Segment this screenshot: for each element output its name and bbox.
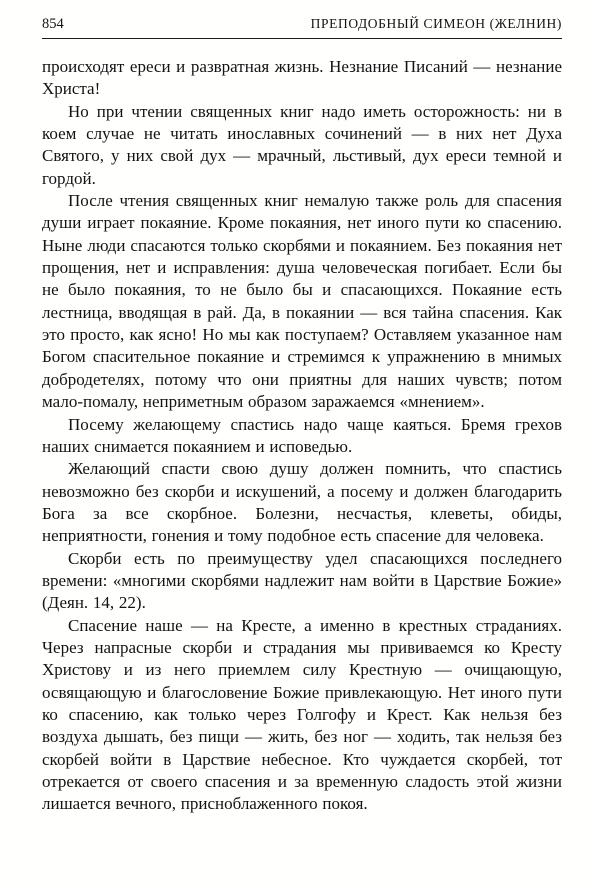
paragraph-with-citation: Скорби есть по преимуществу удел спасающихся последнего времени: «многими скорбями надлежит нам войти в Царствие Божие» (Деян. 14, 22).: [42, 548, 562, 613]
paragraph: Желающий спасти свою душу должен помнить, что спастись невозможно без скорби и искушений, а посему и должен благодарить Бога за все скорбное. Болезни, несчастья, клеветы, обиды, неприятности, гонения и тому подобное есть спасение для человека.: [42, 459, 562, 546]
paragraph: Спасение наше — на Кресте, а именно в крестных страданиях. Через напрасные скорби и страдания мы прививаемся ко Кресту Христову и из него приемлем силу Крестную — очищающую, освящающую и благословение Божие привлекающую. Нет иного пути ко спасению, как только через Голгофу и Крест. Как нельзя без воздуха дышать, без пищи — жить, без ног — ходить, так нельзя без скорбей войти в Царствие небесное. Кто чуждается скорбей, тот отрекается от своего спасения и за временную сладость этой жизни лишается вечного, присноблаженного покоя.: [42, 615, 562, 814]
page-number: 854: [42, 16, 64, 32]
paragraph: Посему желающему спастись надо чаще каяться. Бремя грехов наших снимается покаянием и исповедью.: [42, 414, 562, 456]
paragraph: Но при чтении священных книг надо иметь осторожность: ни в коем случае не читать инославных сочинений — в них нет Духа Святого, у них свой дух — мрачный, льстивый, дух ереси темной и гордой.: [42, 101, 562, 188]
running-head: [42, 16, 562, 39]
paragraph-continuation: происходят ереси и развратная жизнь. Незнание Писаний — незнание Христа!: [42, 57, 562, 99]
running-title: ПРЕПОДОБНЫЙ СИМЕОН (ЖЕЛНИН): [310, 16, 562, 31]
paragraph: После чтения священных книг немалую также роль для спасения души играет покаяние. Кроме покаяния, нет иного пути ко спасению. Ныне люди спасаются только скорбями и покаянием. Без покаяния нет прощения, нет и исправления: душа человеческая погибает. Если бы не было покаяния, то не было бы и спасающихся. Покаяние есть лестница, вводящая в рай. Да, в покаянии — вся тайна спасения. Как это просто, как ясно! Но мы как поступаем? Оставляем указанное нам Богом спасительное покаяние и стремимся к упражнению в мнимых добродетелях, потому что они приятны для наших чувств; потом мало-помалу, неприметным образом заражаемся «мнением».: [42, 191, 562, 412]
page-body-text: [42, 56, 562, 816]
